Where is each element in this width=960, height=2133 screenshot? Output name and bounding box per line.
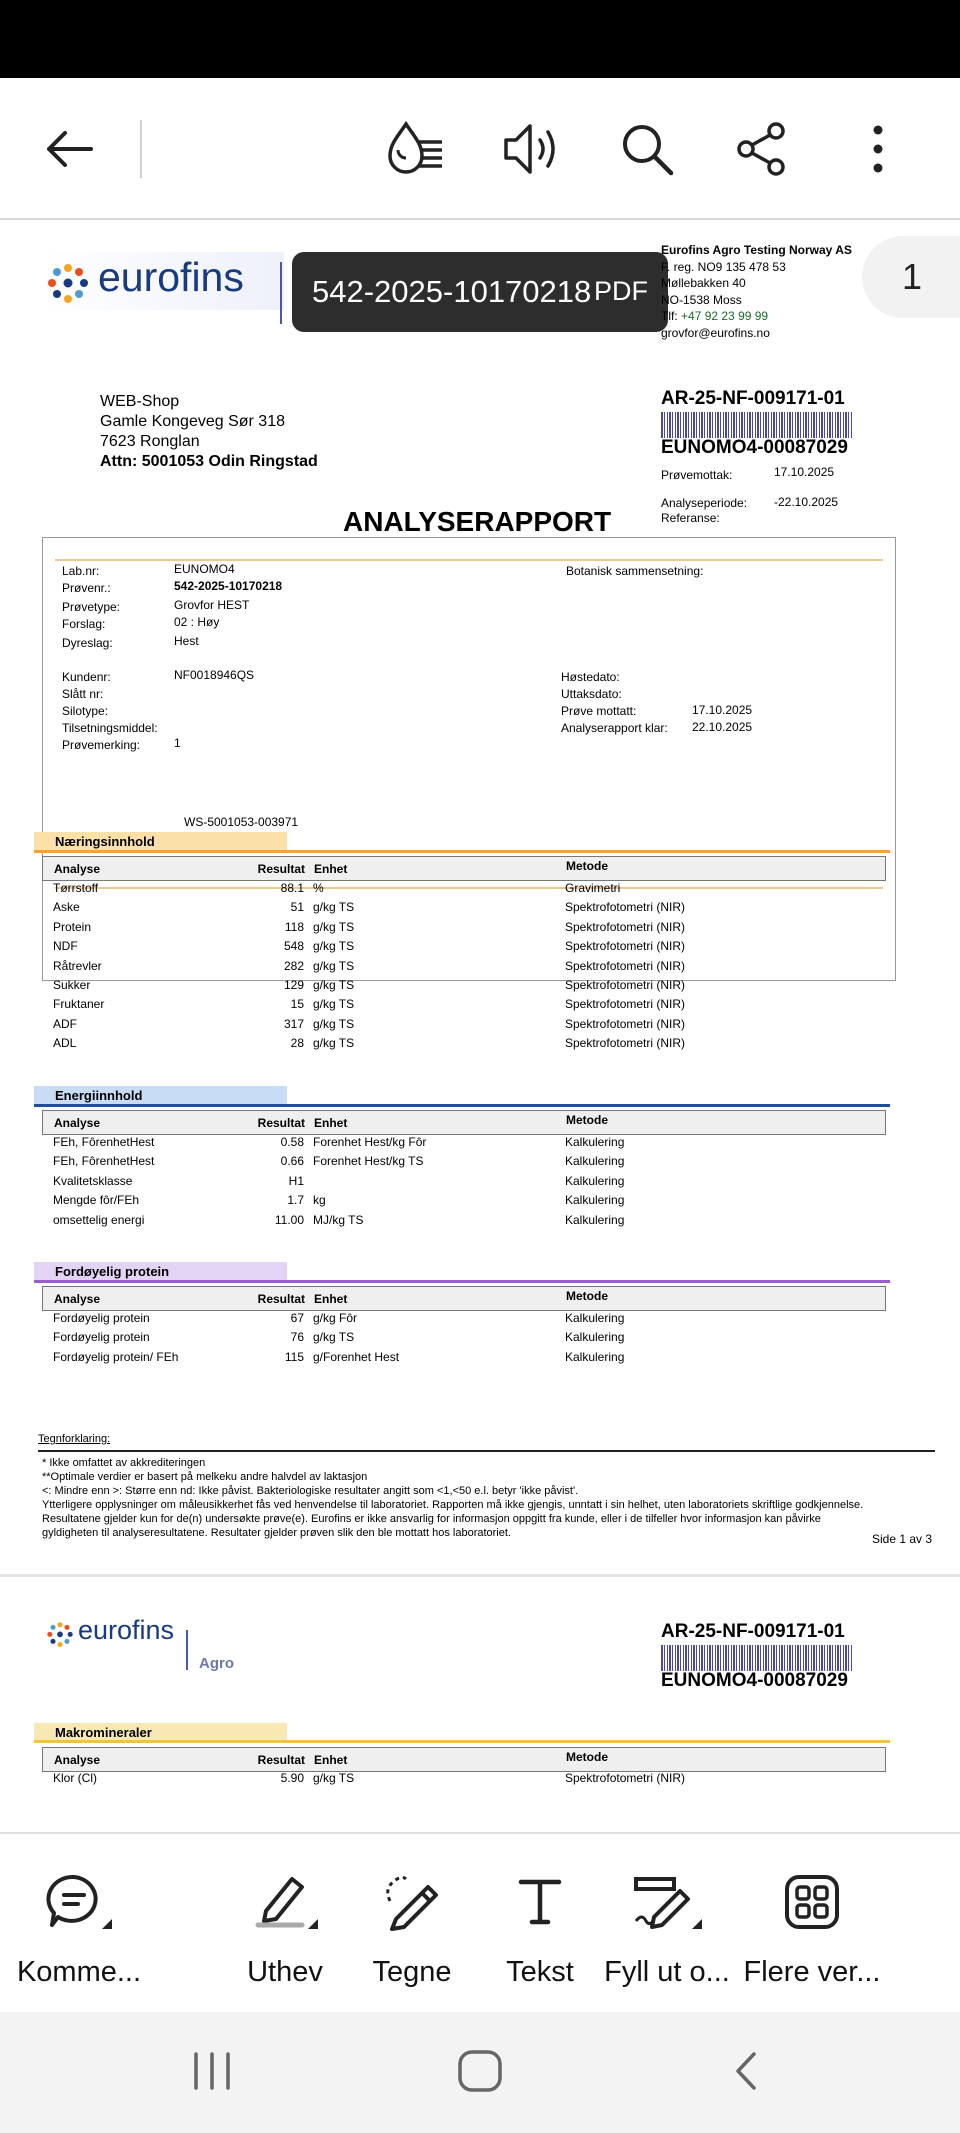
table-row bbox=[42, 880, 886, 899]
botanisk-label: Botanisk sammensetning: bbox=[566, 564, 704, 578]
cell-resultat: 1.7 bbox=[287, 1193, 304, 1208]
tool-label: Tegne bbox=[372, 1956, 452, 1988]
eurofins-logo bbox=[44, 252, 284, 310]
cell-enhet: kg bbox=[313, 1193, 326, 1208]
legend-line: gyldigheten til analyseresultatene. Resultater gjelder prøven slik den ble mottatt hos laboratoriet. bbox=[42, 1527, 511, 1539]
back-nav-icon[interactable] bbox=[726, 2048, 766, 2094]
tool-label: Flere ver... bbox=[743, 1956, 881, 1988]
provemerking-label: Prøvemerking: bbox=[62, 738, 141, 752]
cell-resultat: 548 bbox=[283, 939, 304, 954]
table-row bbox=[42, 1192, 886, 1211]
cell-resultat: 11.00 bbox=[274, 1212, 304, 1227]
info-labels-right bbox=[561, 669, 668, 737]
cell-enhet: g/kg TS bbox=[313, 1016, 355, 1031]
header-enhet: Enhet bbox=[314, 1116, 348, 1130]
tilsetning-label: Tilsetningsmiddel: bbox=[62, 721, 158, 735]
info-values-left bbox=[174, 561, 282, 650]
phone-label: Tlf: bbox=[661, 309, 678, 323]
table-row bbox=[42, 958, 886, 977]
more-tools-grid-icon bbox=[748, 1870, 876, 1934]
header-analyse: Analyse bbox=[54, 1292, 101, 1306]
recipient-line1: WEB-Shop bbox=[100, 393, 180, 410]
legend-line: Resultatene gjelder kun for de(n) undersøkte prøve(e). Eurofins er ikke ansvarlig for informasjon oppgitt fra kunde, eller i de tilfeller hvor informasjon kan påvirke bbox=[42, 1513, 821, 1525]
report-barcode bbox=[661, 412, 853, 438]
report-title: ANALYSERAPPORT bbox=[343, 506, 612, 537]
labnr-value: EUNOMO4 bbox=[174, 562, 235, 576]
company-city: NO-1538 Moss bbox=[661, 292, 742, 307]
cell-enhet: MJ/kg TS bbox=[313, 1212, 364, 1227]
header-enhet: Enhet bbox=[314, 862, 348, 876]
table-row bbox=[42, 1310, 886, 1329]
pdf-page-2 bbox=[0, 1577, 960, 1832]
arrow-left-icon[interactable] bbox=[34, 114, 104, 184]
logo-divider bbox=[280, 262, 282, 324]
cell-analyse: Aske bbox=[53, 900, 80, 915]
table-row bbox=[42, 1173, 886, 1192]
table-row bbox=[42, 938, 886, 957]
cell-analyse: ADF bbox=[53, 1016, 77, 1031]
status-bar bbox=[0, 0, 960, 78]
cell-metode: Spektrofotometri (NIR) bbox=[565, 1016, 686, 1031]
header-analyse: Analyse bbox=[54, 1753, 101, 1767]
tool-label: Fyll ut o... bbox=[604, 1956, 730, 1988]
share-icon[interactable] bbox=[727, 114, 797, 184]
report-id: AR-25-NF-009171-01 bbox=[661, 1621, 845, 1642]
bottom-toolbar bbox=[0, 1832, 960, 2012]
header-metode: Metode bbox=[566, 1113, 608, 1127]
section-line-energiinnhold bbox=[34, 1104, 890, 1107]
pdf-page-1 bbox=[0, 222, 960, 1572]
cell-metode: Spektrofotometri (NIR) bbox=[565, 997, 686, 1012]
header-metode: Metode bbox=[566, 1289, 608, 1303]
cell-metode: Kalkulering bbox=[565, 1212, 625, 1227]
home-icon[interactable] bbox=[452, 2048, 508, 2094]
cell-metode: Spektrofotometri (NIR) bbox=[565, 958, 686, 973]
file-title-overlay bbox=[292, 252, 668, 332]
received-label: Prøvemottak: bbox=[661, 468, 733, 482]
draw-pen-icon bbox=[348, 1870, 476, 1934]
legend-rule bbox=[38, 1450, 935, 1452]
table-row bbox=[42, 1035, 886, 1054]
cell-resultat: 129 bbox=[283, 978, 304, 992]
table-row bbox=[42, 996, 886, 1015]
cell-enhet: % bbox=[313, 881, 324, 895]
header-resultat: Resultat bbox=[257, 862, 305, 876]
text-icon bbox=[476, 1870, 604, 1934]
cell-analyse: Protein bbox=[53, 919, 92, 934]
cell-enhet: g/kg TS bbox=[313, 958, 355, 973]
cell-metode: Gravimetri bbox=[565, 881, 621, 895]
cell-metode: Spektrofotometri (NIR) bbox=[565, 978, 686, 992]
cell-resultat: 118 bbox=[284, 919, 304, 934]
company-name: Eurofins Agro Testing Norway AS bbox=[661, 243, 852, 257]
slatt-label: Slått nr: bbox=[62, 687, 104, 701]
cell-metode: Kalkulering bbox=[565, 1349, 625, 1364]
tool-label: Komme... bbox=[16, 1956, 142, 1988]
header-metode: Metode bbox=[566, 1750, 608, 1764]
recipient-address bbox=[100, 392, 318, 472]
info-values-right bbox=[692, 702, 752, 736]
cell-resultat: 76 bbox=[290, 1330, 304, 1345]
cell-resultat: 28 bbox=[290, 1036, 304, 1051]
recent-apps-icon[interactable] bbox=[182, 2050, 242, 2092]
cell-analyse: Fordøyelig protein/ FEh bbox=[53, 1349, 179, 1364]
recipient-line3: 7623 Ronglan bbox=[100, 433, 200, 450]
section-line-naeringsinnhold bbox=[34, 850, 890, 853]
cell-analyse: ADL bbox=[53, 1036, 77, 1051]
eurofins-logo-mark-icon bbox=[46, 1621, 74, 1649]
cell-analyse: Mengde fôr/FEh bbox=[53, 1193, 140, 1208]
ws-reference: WS-5001053-003971 bbox=[184, 815, 299, 829]
cell-analyse: Tørrstoff bbox=[53, 881, 99, 895]
labnr-label: Lab.nr: bbox=[62, 564, 100, 578]
cell-enhet: g/kg Fôr bbox=[313, 1311, 358, 1325]
brand-sub: Agro bbox=[199, 1655, 234, 1672]
report-id: AR-25-NF-009171-01 bbox=[661, 388, 845, 409]
legend-lines bbox=[42, 1456, 902, 1540]
reading-mode-icon[interactable] bbox=[380, 114, 450, 184]
analyserapport-label: Analyserapport klar: bbox=[561, 721, 668, 735]
cell-enhet: g/kg TS bbox=[313, 978, 355, 992]
table-row bbox=[42, 977, 886, 996]
recipient-attn: Attn: 5001053 Odin Ringstad bbox=[100, 453, 318, 470]
uttaksdato-label: Uttaksdato: bbox=[561, 687, 622, 701]
kundenr-value: NF0018946QS bbox=[174, 668, 255, 682]
cell-resultat: 282 bbox=[283, 958, 304, 973]
tool-highlight-button[interactable] bbox=[221, 1834, 349, 2014]
provetype-value: Grovfor HEST bbox=[174, 598, 250, 612]
cell-analyse: FEh, FôrenhetHest bbox=[53, 1154, 155, 1169]
page-footer: Side 1 av 3 bbox=[872, 1532, 933, 1546]
tool-label: Uthev bbox=[247, 1956, 323, 1988]
company-info bbox=[661, 242, 852, 341]
prove-mottatt-label: Prøve mottatt: bbox=[561, 704, 637, 718]
cell-metode: Spektrofotometri (NIR) bbox=[565, 919, 686, 934]
page-number-indicator[interactable] bbox=[862, 236, 960, 318]
company-phone[interactable]: +47 92 23 99 99 bbox=[681, 309, 769, 323]
cell-metode: Kalkulering bbox=[565, 1330, 625, 1345]
cell-resultat: 0.58 bbox=[280, 1135, 304, 1149]
cell-metode: Kalkulering bbox=[565, 1173, 625, 1188]
header-resultat: Resultat bbox=[257, 1116, 305, 1130]
cell-analyse: Fordøyelig protein bbox=[53, 1311, 150, 1325]
section-title-fordoyelig-protein: Fordøyelig protein bbox=[34, 1262, 287, 1282]
company-street: Møllebakken 40 bbox=[661, 276, 746, 290]
company-email[interactable]: grovfor@eurofins.no bbox=[661, 325, 770, 340]
cell-resultat: 0.66 bbox=[280, 1154, 304, 1169]
cell-enhet: g/kg TS bbox=[313, 1771, 355, 1785]
tool-text-button[interactable] bbox=[476, 1834, 604, 2014]
provenr-label: Prøvenr.: bbox=[62, 581, 111, 595]
silotype-label: Silotype: bbox=[62, 704, 109, 718]
cell-enhet: g/Forenhet Hest bbox=[313, 1349, 400, 1364]
section-title-energiinnhold: Energiinnhold bbox=[34, 1086, 287, 1106]
cell-enhet: g/kg TS bbox=[313, 919, 355, 934]
period-label: Analyseperiode: bbox=[661, 496, 748, 510]
header-enhet: Enhet bbox=[314, 1292, 348, 1306]
system-navigation-bar bbox=[0, 2012, 960, 2133]
sample-id: EUNOMO4-00087029 bbox=[661, 1670, 848, 1691]
table-row bbox=[42, 1770, 886, 1789]
forslag-value: 02 : Høy bbox=[174, 615, 220, 629]
more-vertical-icon[interactable] bbox=[843, 114, 913, 184]
toolbar-divider bbox=[140, 120, 142, 178]
section-title-naeringsinnhold: Næringsinnhold bbox=[34, 832, 287, 852]
forslag-label: Forslag: bbox=[62, 617, 106, 631]
file-title: 542-2025-10170218 bbox=[312, 274, 592, 309]
cell-resultat: 317 bbox=[283, 1016, 304, 1031]
info-labels-left bbox=[62, 563, 120, 652]
cell-metode: Kalkulering bbox=[565, 1135, 625, 1149]
cell-metode: Spektrofotometri (NIR) bbox=[565, 900, 686, 915]
legend-title: Tegnforklaring: bbox=[38, 1433, 111, 1445]
dyreslag-value: Hest bbox=[174, 634, 199, 648]
cell-enhet: Forenhet Hest/kg Fôr bbox=[313, 1135, 427, 1149]
recipient-line2: Gamle Kongeveg Sør 318 bbox=[100, 413, 285, 430]
table-header bbox=[42, 1110, 886, 1135]
reference-label: Referanse: bbox=[661, 511, 720, 525]
legend-line: <: Mindre enn >: Større enn nd: Ikke påvist. Bakteriologiske resultater angitt som <1,<50 e.l. betyr 'ikke påvist'. bbox=[42, 1485, 579, 1497]
cell-enhet: g/kg TS bbox=[313, 939, 355, 954]
table-header bbox=[42, 1286, 886, 1311]
table-row bbox=[42, 1212, 886, 1231]
highlighter-icon bbox=[221, 1870, 349, 1934]
cell-enhet: g/kg TS bbox=[313, 1330, 355, 1345]
brand-name: eurofins bbox=[78, 1615, 175, 1645]
cell-resultat: 115 bbox=[284, 1349, 304, 1364]
tool-fill-sign-button[interactable] bbox=[603, 1834, 731, 2014]
cell-analyse: Råtrevler bbox=[53, 958, 102, 973]
report-barcode bbox=[661, 1645, 853, 1671]
header-resultat: Resultat bbox=[257, 1753, 305, 1767]
fill-sign-icon bbox=[603, 1870, 731, 1934]
provenr-value: 542-2025-10170218 bbox=[174, 579, 283, 593]
provemerking-value: 1 bbox=[174, 736, 181, 750]
table-row bbox=[42, 1153, 886, 1172]
page-number: 1 bbox=[902, 256, 923, 297]
cell-metode: Kalkulering bbox=[565, 1154, 625, 1169]
cell-metode: Spektrofotometri (NIR) bbox=[565, 1771, 686, 1785]
section-line-makromineraler bbox=[34, 1740, 890, 1743]
cell-analyse: Fruktaner bbox=[53, 997, 105, 1012]
cell-metode: Kalkulering bbox=[565, 1193, 625, 1208]
table-row bbox=[42, 1134, 886, 1153]
cell-analyse: Fordøyelig protein bbox=[53, 1330, 150, 1345]
cell-resultat: 88.1 bbox=[280, 881, 304, 895]
prove-mottatt-value: 17.10.2025 bbox=[692, 703, 753, 717]
received-value: 17.10.2025 bbox=[774, 465, 835, 479]
eurofins-logo-mark-icon bbox=[46, 262, 90, 306]
pdf-document-view[interactable] bbox=[0, 222, 960, 1832]
cell-resultat: 15 bbox=[290, 997, 304, 1012]
cell-analyse: Klor (Cl) bbox=[53, 1771, 97, 1785]
table-header bbox=[42, 1747, 886, 1772]
cell-analyse: FEh, FôrenhetHest bbox=[53, 1135, 155, 1149]
hostedato-label: Høstedato: bbox=[561, 670, 620, 684]
section-title-makromineraler: Makromineraler bbox=[34, 1723, 287, 1743]
cell-metode: Kalkulering bbox=[565, 1311, 625, 1325]
analyserapport-value: 22.10.2025 bbox=[692, 720, 753, 734]
header-analyse: Analyse bbox=[54, 1116, 101, 1130]
tool-comment-button[interactable] bbox=[15, 1834, 143, 2014]
provetype-label: Prøvetype: bbox=[62, 600, 121, 614]
cell-resultat: 5.90 bbox=[280, 1771, 304, 1785]
table-row bbox=[42, 1349, 886, 1368]
period-value: -22.10.2025 bbox=[774, 495, 839, 509]
brand-name: eurofins bbox=[98, 254, 244, 300]
company-reg: F. reg. NO9 135 478 53 bbox=[661, 259, 786, 274]
cell-enhet: g/kg TS bbox=[313, 900, 355, 915]
logo-divider bbox=[186, 1630, 188, 1670]
header-enhet: Enhet bbox=[314, 1753, 348, 1767]
header-resultat: Resultat bbox=[257, 1292, 305, 1306]
tool-label: Tekst bbox=[506, 1956, 574, 1988]
legend-line: Ytterligere opplysninger om måleusikkerhet fås ved henvendelse til laboratoriet. Rapporten må ikke gjengis, unntatt i sin helhet, uten laboratoriets skriftlige godkjennelse. bbox=[42, 1499, 864, 1511]
sample-id: EUNOMO4-00087029 bbox=[661, 437, 848, 458]
table-row bbox=[42, 1016, 886, 1035]
legend-line: **Optimale verdier er basert på melkeku andre halvdel av laktasjon bbox=[42, 1471, 368, 1483]
table-row bbox=[42, 919, 886, 938]
cell-resultat: H1 bbox=[288, 1173, 304, 1188]
kundenr-label: Kundenr: bbox=[62, 670, 111, 684]
table-header bbox=[42, 856, 886, 881]
cell-enhet: g/kg TS bbox=[313, 997, 355, 1012]
table-row bbox=[42, 1329, 886, 1348]
legend-line: * Ikke omfattet av akkrediteringen bbox=[42, 1457, 206, 1469]
header-analyse: Analyse bbox=[54, 862, 101, 876]
header-metode: Metode bbox=[566, 859, 608, 873]
read-aloud-icon[interactable] bbox=[496, 114, 566, 184]
search-icon[interactable] bbox=[612, 114, 682, 184]
cell-analyse: Kvalitetsklasse bbox=[53, 1173, 133, 1188]
file-type: PDF bbox=[594, 276, 648, 306]
cell-enhet: Forenhet Hest/kg TS bbox=[313, 1154, 424, 1169]
tool-more-button[interactable] bbox=[743, 1834, 881, 2014]
cell-analyse: NDF bbox=[53, 939, 78, 954]
table-row bbox=[42, 899, 886, 918]
company-phone-line bbox=[661, 308, 852, 325]
cell-enhet: g/kg TS bbox=[313, 1036, 355, 1051]
cell-metode: Spektrofotometri (NIR) bbox=[565, 1036, 686, 1051]
section-line-fordoyelig-protein bbox=[34, 1280, 890, 1283]
dyreslag-label: Dyreslag: bbox=[62, 636, 113, 650]
cell-analyse: omsettelig energi bbox=[53, 1212, 145, 1227]
info-labels-customer bbox=[62, 669, 158, 754]
cell-analyse: Sukker bbox=[53, 978, 91, 992]
tool-draw-button[interactable] bbox=[348, 1834, 476, 2014]
cell-resultat: 51 bbox=[290, 900, 304, 915]
comment-icon bbox=[15, 1870, 143, 1934]
top-toolbar bbox=[0, 78, 960, 220]
cell-metode: Spektrofotometri (NIR) bbox=[565, 939, 686, 954]
cell-resultat: 67 bbox=[290, 1311, 304, 1325]
